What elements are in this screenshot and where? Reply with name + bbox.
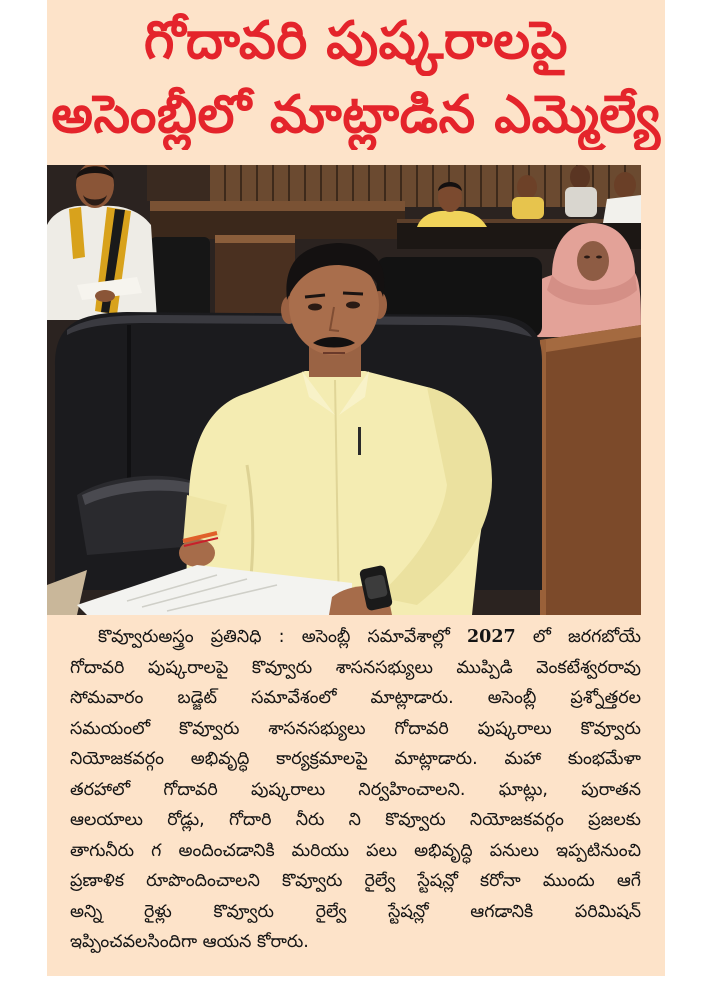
body-line-3: సోమవారం బడ్జెట్ సమావేశంలో మాట్లాడారు. అసెంబ్లీ ప్రశ్నోత్తరల [70,688,641,708]
woman-eye [596,256,602,259]
article-panel [47,0,665,976]
back-chair [150,237,210,322]
mla-eye [346,302,360,309]
member-head [570,165,590,189]
headline-line-1: గోదావరి పుష్కరాలపై [144,11,568,71]
member-shirt [512,197,544,219]
member-head [517,175,537,199]
body-line-4: సమయంలో కొవ్వూరు శాసనసభ్యులు గోదావరి పుష్కరాలు కొవ్వూరు [70,718,641,739]
desk-row-front [150,211,405,239]
mla-eyebrow [305,295,325,297]
body-text-lead: అసెంబ్లీ సమావేశాల్లో [301,627,450,647]
body-line-5: నియోజకవర్గం అభివృద్ధి కార్యక్రమాలపై మాట్లాడారు. మహా కుంభమేళా [70,749,641,769]
wood-panel [540,325,641,615]
assembly-photo-illustration [47,165,641,615]
desk-row-top [150,201,405,211]
article-photo [47,165,641,615]
woman-face [577,241,609,281]
article-body [70,622,641,958]
body-line-7: ఆలయాలు రోడ్లు, గోదారి నీరు ని కొవ్వూరు నియోజకవర్గం ప్రజలకు [70,810,641,830]
headline [47,6,665,150]
body-text-tail: లో జరగబోయే [532,627,641,647]
body-line-11: ఇప్పించవలసిందిగా ఆయన కోరారు. [70,932,309,952]
standing-member-hand [95,290,115,302]
body-line-9: ప్రణాళిక రూపొందించాలని కొవ్వూరు రైల్వే స్టేషన్లో కరోనా ముందు ఆగే [70,871,641,891]
body-line-1 [70,622,641,653]
member-shirt [565,187,597,217]
mla-eye [308,304,322,311]
woman-eye [584,256,590,259]
year: 2027 [466,627,516,647]
wooden-desk-panel-right [540,325,641,615]
member-shirt [603,195,641,223]
mla-eyebrow [343,293,363,294]
body-line-2: గోదావరి పుష్కరాలపై కొవ్వూరు శాసనసభ్యులు ముప్పిడి వెంకటేశ్వరరావు [70,657,641,678]
body-line-8: తాగునీరు గ అందించడానికి మరియు పలు అభివృద్ధి పనులు ఇప్పటినుంచి [70,840,641,861]
back-desk-top [215,235,295,243]
member-head [614,172,636,198]
door-panel [147,165,210,201]
body-line-10: అన్ని రైళ్లు కొవ్వూరు రైల్వే స్టేషన్లో ఆగడానికి పరిమిషన్ [70,901,641,922]
headline-line-2: అసెంబ్లీలో మాట్లాడిన ఎమ్మెల్యే [51,85,661,145]
dateline: కొవ్వూరుఅస్త్రం ప్రతినిధి : [98,627,285,647]
body-line-6: తరహాలో గోదావరి పుష్కరాలు నిర్వహించాలని. ఘాట్లు, పురాతన [70,779,641,800]
pen-in-pocket [358,427,361,455]
